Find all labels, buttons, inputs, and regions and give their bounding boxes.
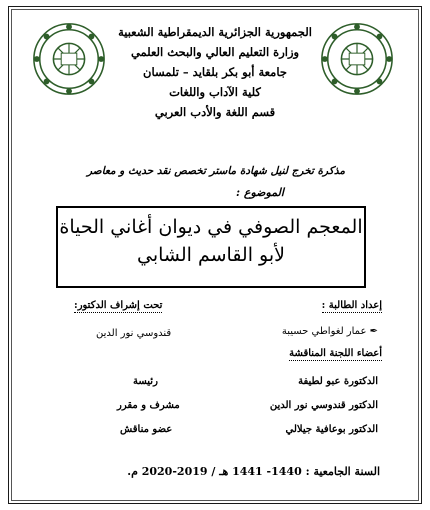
institution-header	[110, 22, 320, 122]
committee-member-role: رئيسة	[133, 376, 158, 387]
university-seal-right-icon	[318, 20, 396, 98]
thesis-title-box	[56, 206, 366, 288]
committee-member-name: الدكتور قندوسي نور الدين	[269, 400, 378, 411]
committee-member-name: الدكتورة عبو لطيفة	[298, 376, 378, 387]
thesis-description: مذكرة تخرج لنيل شهادة ماستر تخصص نقد حديث و معاصر	[86, 165, 345, 177]
header-line-faculty: كلية الآداب واللغات	[169, 85, 261, 99]
committee-label: أعضاء اللجنة المناقشة	[289, 348, 382, 359]
student-name-text: عمار لغواطي حسيبة	[281, 326, 367, 337]
supervisor-name: قندوسي نور الدين	[96, 328, 172, 339]
pen-icon: ✒	[369, 326, 378, 337]
student-name	[282, 326, 378, 337]
header-line-ministry: وزارة التعليم العالي والبحث العلمي	[130, 45, 300, 59]
thesis-title-line-1: المعجم الصوفي في ديوان أغاني الحياة	[59, 216, 363, 238]
university-seal-left-icon	[30, 20, 108, 98]
header-line-university: جامعة أبو بكر بلقايد – تلمسان	[143, 65, 287, 79]
committee-member-role: عضو مناقش	[120, 424, 173, 435]
header-line-department: قسم اللغة والأدب العربي	[154, 105, 276, 119]
header-line-republic: الجمهورية الجزائرية الديمقراطية الشعبية	[118, 25, 312, 39]
committee-member-name: الدكتور بوعافية جيلالي	[285, 424, 378, 435]
thesis-title-line-2: لأبو القاسم الشابي	[137, 244, 285, 266]
committee-member-role: مشرف و مقرر	[117, 400, 180, 411]
student-label: إعداد الطالبة :	[321, 300, 382, 311]
academic-year: السنة الجامعية : 1440- 1441 هـ / 2019-2020 م.	[127, 465, 380, 478]
supervisor-label: تحت إشراف الدكتور:	[74, 300, 163, 311]
topic-label: الموضوع :	[236, 186, 284, 199]
